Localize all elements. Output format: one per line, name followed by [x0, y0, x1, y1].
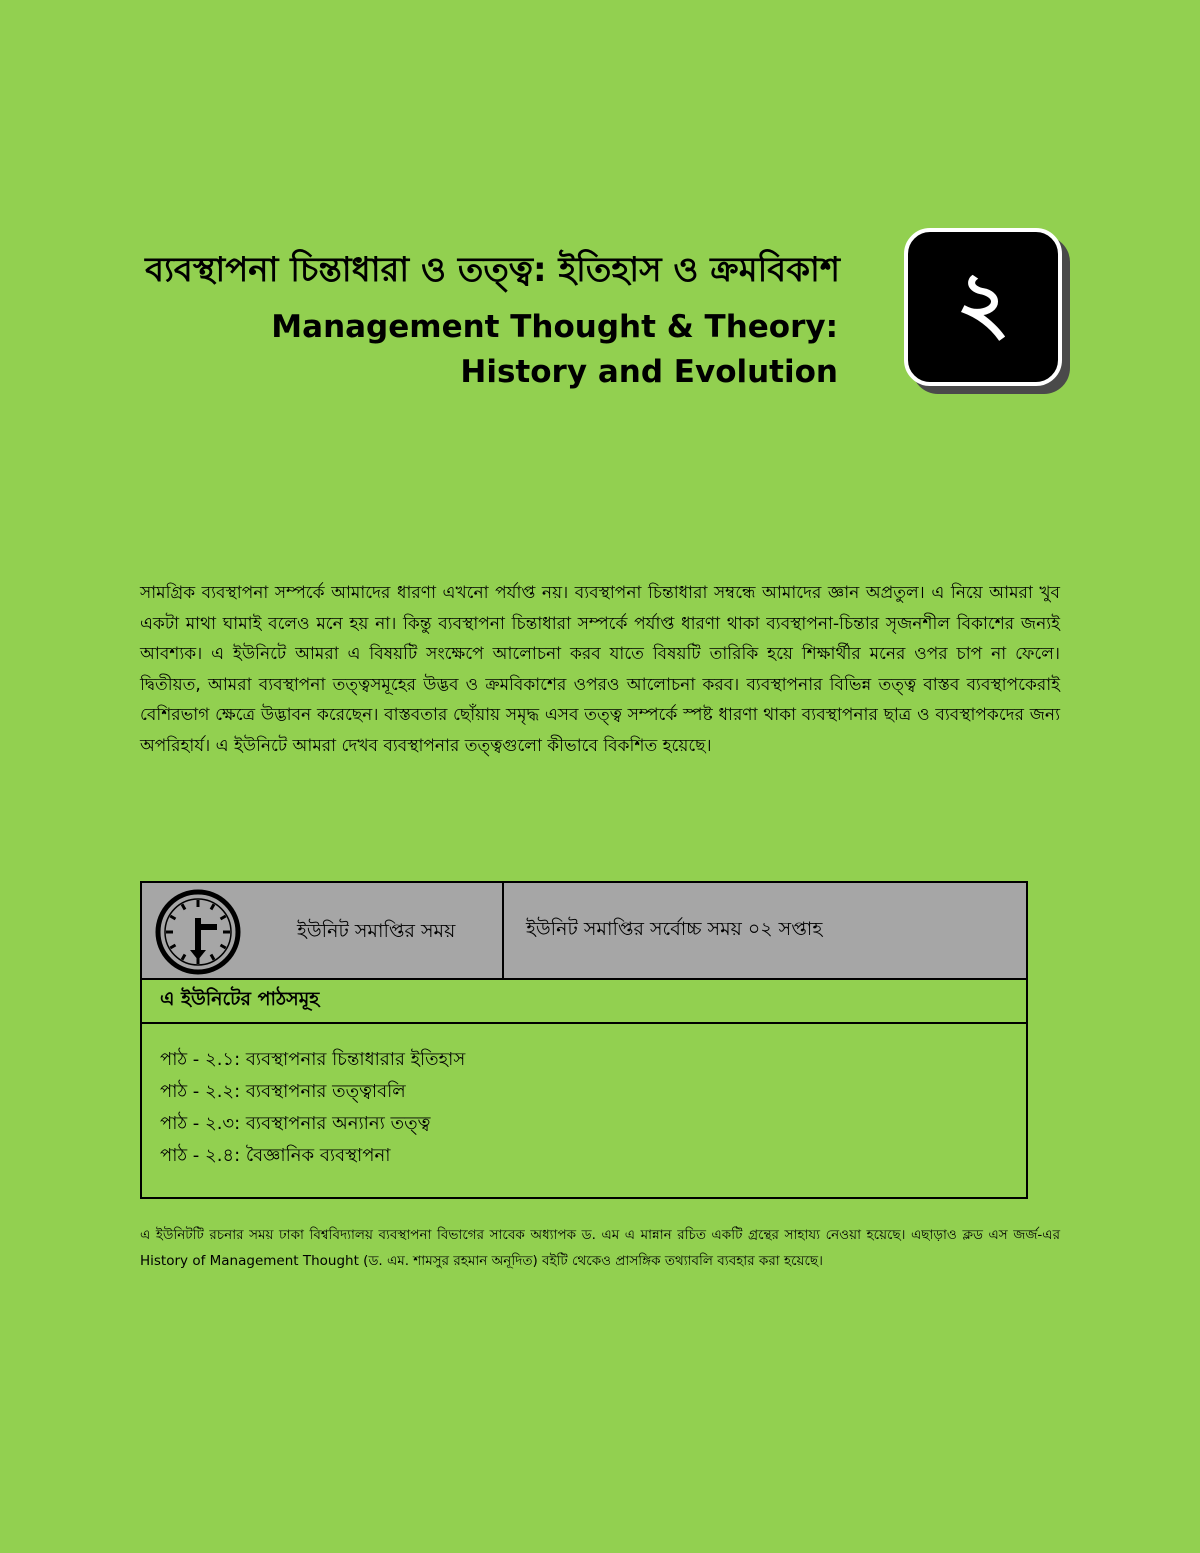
unit-time-value: ইউনিট সমাপ্তির সর্বোচ্চ সময় ০২ সপ্তাহ	[526, 917, 823, 940]
lessons-list	[142, 1024, 1026, 1172]
source-footnote: এ ইউনিটটি রচনার সময় ঢাকা বিশ্ববিদ্যালয় ব্যবস্থাপনা বিভাগের সাবেক অধ্যাপক ড. এম এ মান্নান রচিত একটি গ্রন্থের সাহায্য নেওয়া হয়েছে। এছাড়াও ক্লড এস জর্জ-এর History of Management Thought (ড. এম. শামসুর রহমান অনূদিত) বইটি থেকেও প্রাসঙ্গিক তথ্যাবলি ব্যবহার করা হয়েছে।	[140, 1227, 1060, 1269]
lesson-item: পাঠ - ২.৪: বৈজ্ঞানিক ব্যবস্থাপনা	[160, 1145, 391, 1166]
clock-icon	[154, 888, 242, 976]
unit-introduction: সামগ্রিক ব্যবস্থাপনা সম্পর্কে আমাদের ধারণা এখনো পর্যাপ্ত নয়। ব্যবস্থাপনা চিন্তাধারা সম্বন্ধে আমাদের জ্ঞান অপ্রতুল। এ নিয়ে আমরা খুব একটা মাথা ঘামাই বলেও মনে হয় না। কিন্তু ব্যবস্থাপনা চিন্তাধারা সম্পর্কে পর্যাপ্ত ধারণা থাকা ব্যবস্থাপনা-চিন্তার সৃজনশীল বিকাশের জন্যই আবশ্যক। এ ইউনিটে আমরা এ বিষয়টি সংক্ষেপে আলোচনা করব যাতে বিষয়টি তারিকি হয়ে শিক্ষার্থীর মনের ওপর চাপ না ফেলে। দ্বিতীয়ত, আমরা ব্যবস্থাপনা তত্ত্বসমূহের উদ্ভব ও ক্রমবিকাশের ওপরও আলোচনা করব। ব্যবস্থাপনার বিভিন্ন তত্ত্ব বাস্তব ব্যবস্থাপকেরাই বেশিরভাগ ক্ষেত্রে উদ্ভাবন করেছেন। বাস্তবতার ছোঁয়ায় সমৃদ্ধ এসব তত্ত্ব সম্পর্কে স্পষ্ট ধারণা থাকা ব্যবস্থাপনার ছাত্র ও ব্যবস্থাপকদের জন্য অপরিহার্য। এ ইউনিটে আমরা দেখব ব্যবস্থাপনার তত্ত্বগুলো কীভাবে বিকশিত হয়েছে।	[140, 583, 1060, 756]
chapter-title-bengali: ব্যবস্থাপনা চিন্তাধারা ও তত্ত্ব: ইতিহাস ও ক্রমবিকাশ	[145, 250, 840, 290]
lesson-item: পাঠ - ২.৩: ব্যবস্থাপনার অন্যান্য তত্ত্ব	[160, 1113, 431, 1134]
unit-time-label-cell	[142, 883, 504, 978]
lessons-heading: এ ইউনিটের পাঠসমূহ	[142, 980, 1026, 1024]
lesson-item: পাঠ - ২.১: ব্যবস্থাপনার চিন্তাধারার ইতিহাস	[160, 1049, 466, 1070]
lesson-item: পাঠ - ২.২: ব্যবস্থাপনার তত্ত্বাবলি	[160, 1081, 406, 1102]
unit-number-badge	[904, 228, 1062, 386]
unit-info-table	[140, 881, 1028, 1199]
unit-time-label: ইউনিট সমাপ্তির সময়	[297, 920, 456, 942]
chapter-title-english-line1: Management Thought & Theory:	[271, 309, 838, 345]
chapter-title-english-line2: History and Evolution	[460, 354, 838, 390]
chapter-title-english	[240, 305, 838, 395]
unit-time-row	[142, 883, 1026, 980]
unit-number: ২	[955, 252, 1011, 351]
